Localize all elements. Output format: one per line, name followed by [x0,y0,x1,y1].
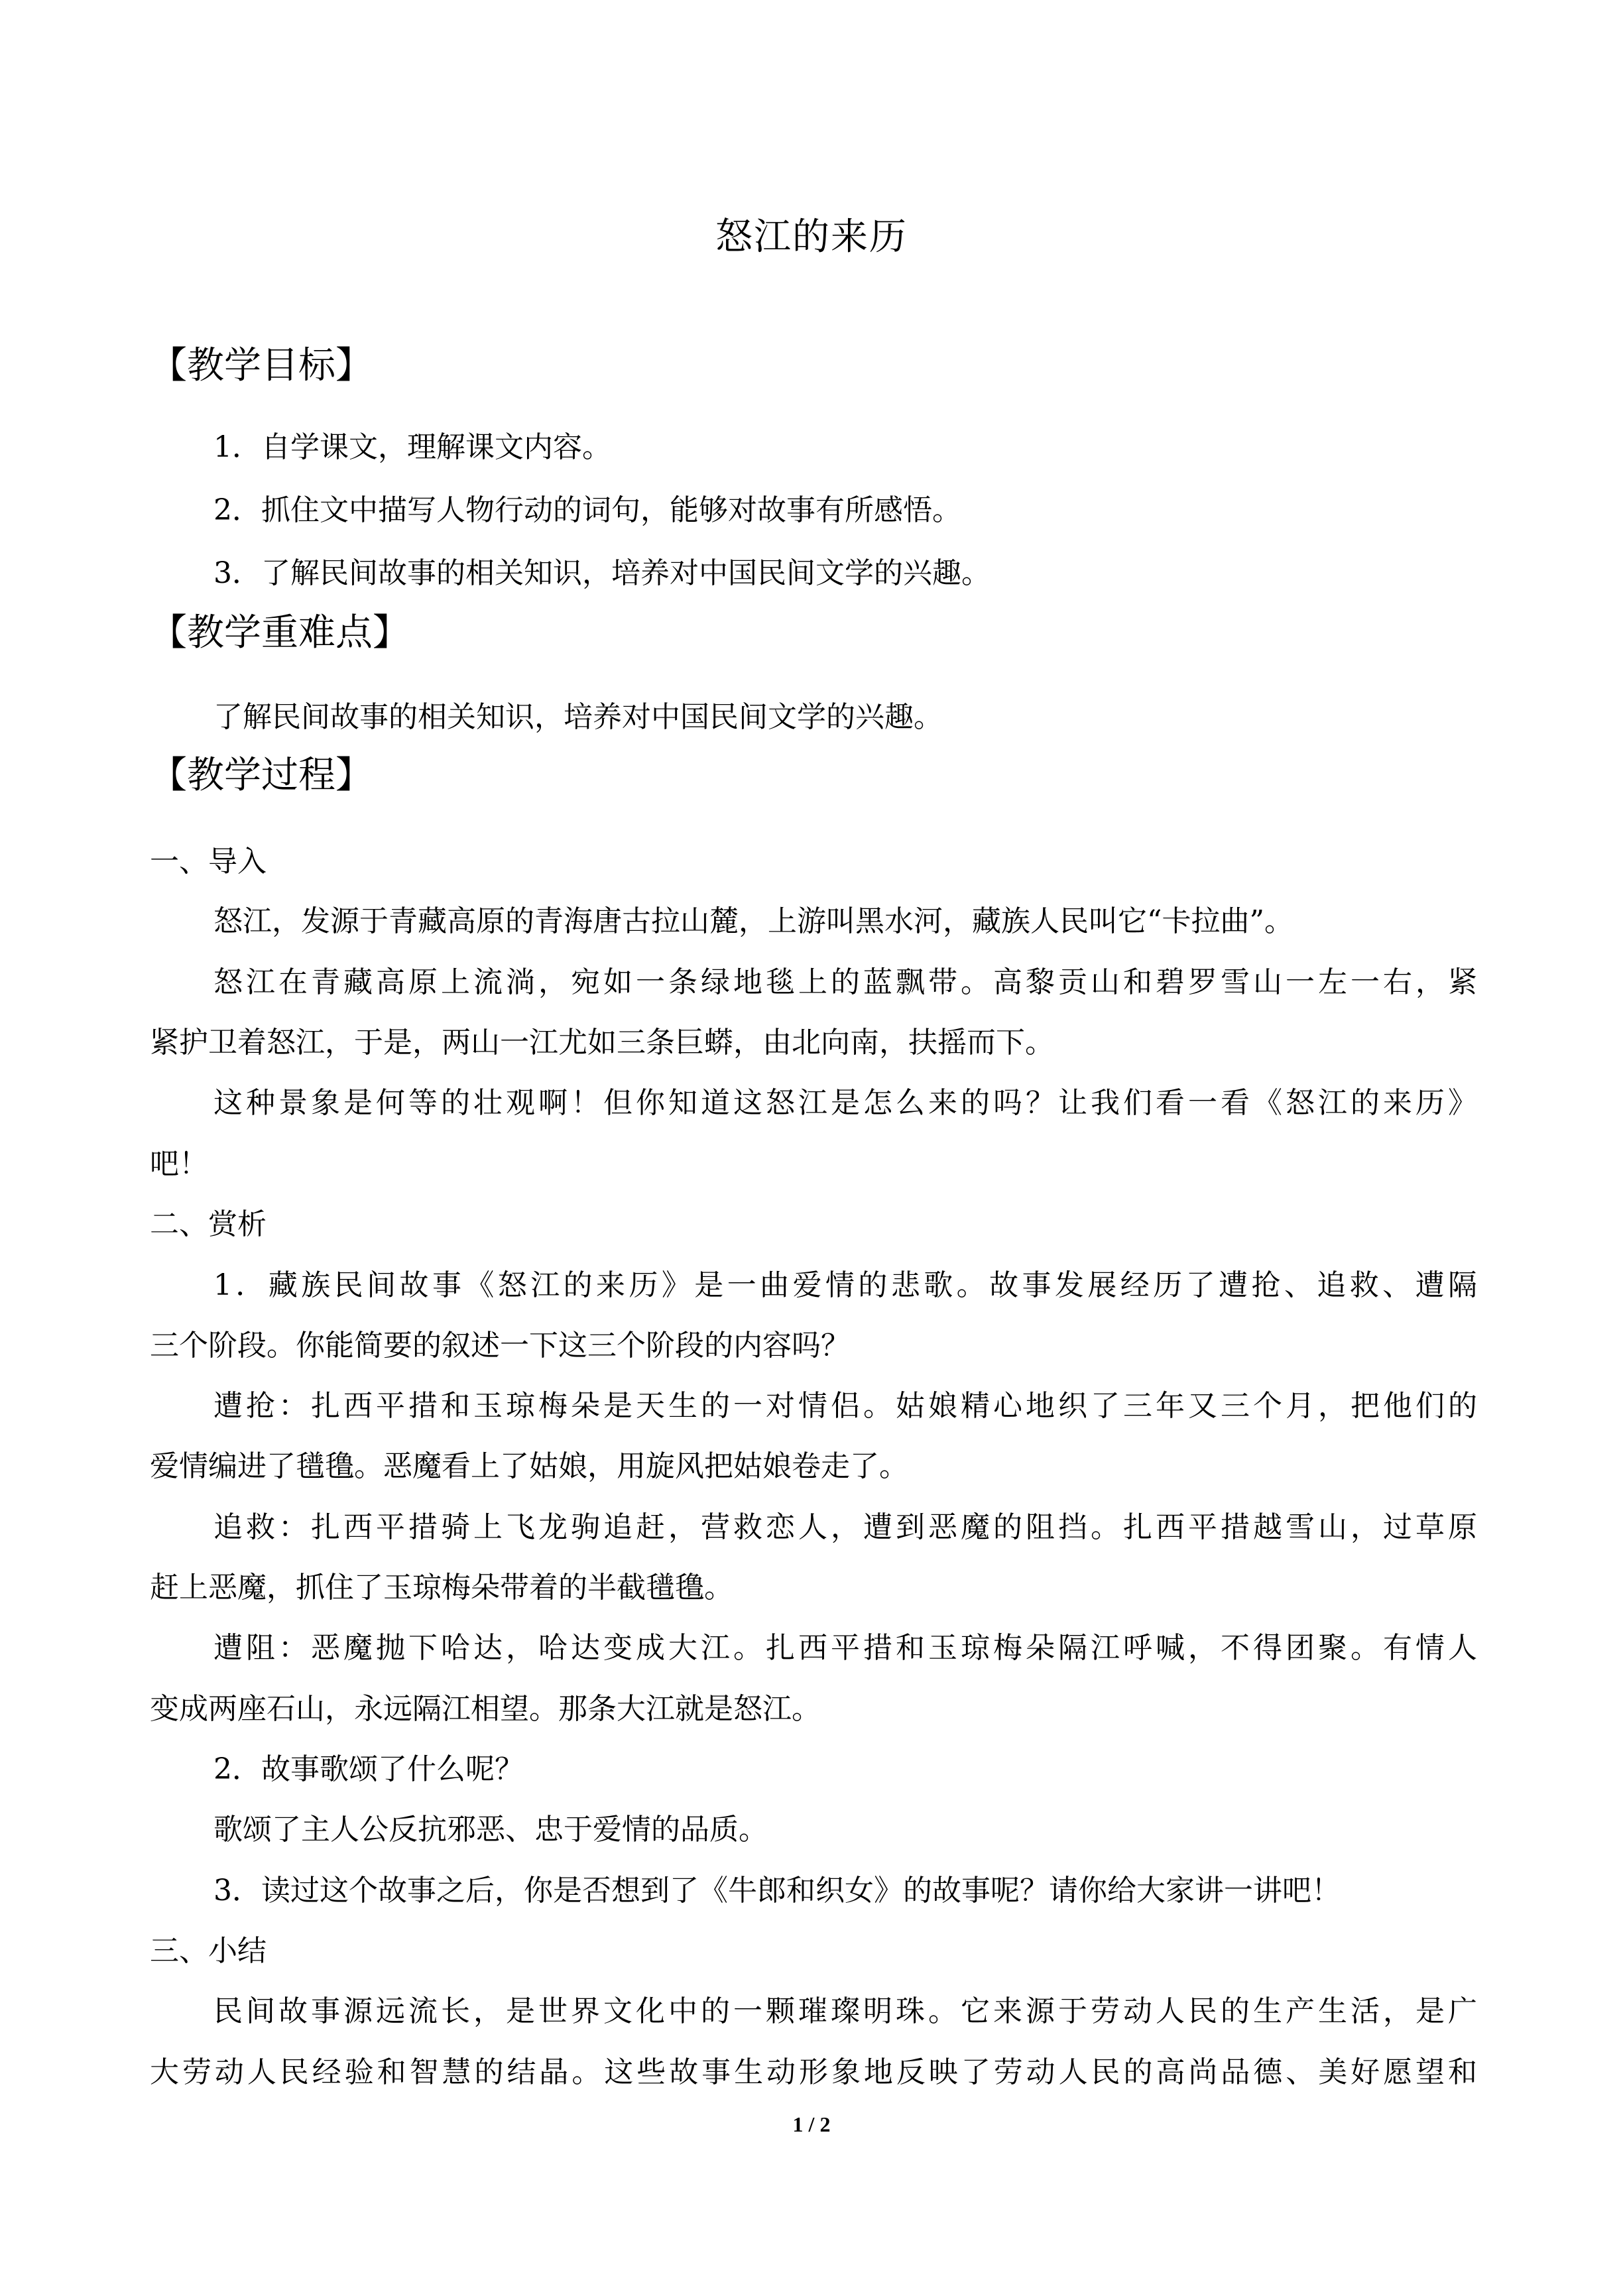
objective-item: 1．自学课文，理解课文内容。 [213,430,611,464]
answer-stage-1-cont: 爱情编进了氆氇。恶魔看上了姑娘，用旋风把姑娘卷走了。 [150,1449,908,1483]
summary-paragraph: 民间故事源远流长，是世界文化中的一颗璀璨明珠。它来源于劳动人民的生产生活，是广 [213,1994,1477,2028]
question-1: 1．藏族民间故事《怒江的来历》是一曲爱情的悲歌。故事发展经历了遭抢、追救、遭隔 [213,1268,1477,1302]
answer-stage-2: 追救：扎西平措骑上飞龙驹追赶，营救恋人，遭到恶魔的阻挡。扎西平措越雪山，过草原 [213,1510,1477,1544]
intro-paragraph: 怒江，发源于青藏高原的青海唐古拉山麓，上游叫黑水河，藏族人民叫它“卡拉曲”。 [213,904,1293,938]
answer-stage-2-cont: 赶上恶魔，抓住了玉琼梅朵带着的半截氆氇。 [150,1571,733,1604]
intro-paragraph-cont: 吧！ [150,1147,208,1181]
summary-paragraph-cont: 大劳动人民经验和智慧的结晶。这些故事生动形象地反映了劳动人民的高尚品德、美好愿望和 [150,2055,1477,2089]
objectives-heading: 【教学目标】 [150,344,373,387]
answer-stage-3-cont: 变成两座石山，永远隔江相望。那条大江就是怒江。 [150,1692,821,1726]
question-2: 2．故事歌颂了什么呢？ [213,1752,524,1786]
key-points-text: 了解民间故事的相关知识，培养对中国民间文学的兴趣。 [213,700,943,734]
key-points-heading: 【教学重难点】 [150,611,410,654]
objective-item: 2．抓住文中描写人物行动的词句，能够对故事有所感悟。 [213,493,961,527]
question-3: 3．读过这个故事之后，你是否想到了《牛郎和织女》的故事呢？请你给大家讲一讲吧！ [213,1874,1341,1907]
process-heading: 【教学过程】 [150,754,373,797]
intro-heading: 一、导入 [150,845,267,878]
intro-paragraph-cont: 紧护卫着怒江，于是，两山一江尤如三条巨蟒，由北向南，扶摇而下。 [150,1026,1054,1059]
objective-item: 3．了解民间故事的相关知识，培养对中国民间文学的兴趣。 [213,556,991,590]
page-title: 怒江的来历 [715,215,908,259]
page-number: 1 / 2 [792,2112,831,2136]
answer-stage-1: 遭抢：扎西平措和玉琼梅朵是天生的一对情侣。姑娘精心地织了三年又三个月，把他们的 [213,1389,1477,1423]
intro-paragraph: 怒江在青藏高原上流淌，宛如一条绿地毯上的蓝飘带。高黎贡山和碧罗雪山一左一右，紧 [213,965,1477,999]
summary-heading: 三、小结 [150,1934,267,1968]
answer-question-2: 歌颂了主人公反抗邪恶、忠于爱情的品质。 [213,1813,768,1846]
answer-stage-3: 遭阻：恶魔抛下哈达，哈达变成大江。扎西平措和玉琼梅朵隔江呼喊，不得团聚。有情人 [213,1631,1477,1665]
intro-paragraph: 这种景象是何等的壮观啊！但你知道这怒江是怎么来的吗？让我们看一看《怒江的来历》 [213,1086,1477,1120]
question-1-cont: 三个阶段。你能简要的叙述一下这三个阶段的内容吗？ [150,1329,850,1362]
appreciation-heading: 二、赏析 [150,1207,267,1241]
